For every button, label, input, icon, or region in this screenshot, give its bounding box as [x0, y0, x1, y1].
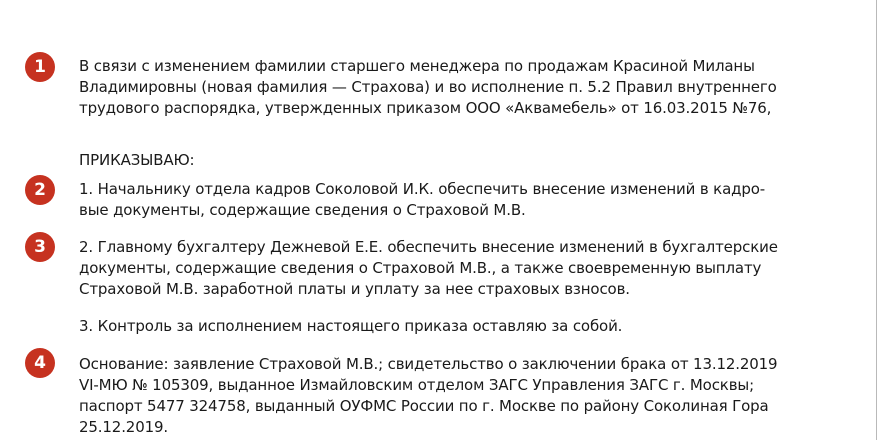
intro-paragraph [79, 56, 869, 119]
basis-line: VI-МЮ № 105309, выданное Измайловским отделом ЗАГС Управления ЗАГС г. Москвы; [79, 376, 754, 394]
marker-2-badge: 2 [25, 175, 55, 205]
intro-line: В связи с изменением фамилии старшего менеджера по продажам Красиной Миланы [79, 57, 755, 75]
marker-3-badge: 3 [25, 232, 55, 262]
page-edge-divider [876, 0, 877, 440]
basis-paragraph [79, 354, 869, 438]
item-1-line: вые документы, содержащие сведения о Страховой М.В. [79, 201, 526, 219]
basis-line: 25.12.2019. [79, 418, 169, 436]
item-2-line: документы, содержащие сведения о Страховой М.В., а также своевременную выплату [79, 259, 762, 277]
marker-1-badge: 1 [25, 52, 55, 82]
item-3-paragraph [79, 316, 869, 337]
intro-line: Владимировны (новая фамилия — Страхова) и во исполнение п. 5.2 Правил внутреннего [79, 78, 777, 96]
marker-4-badge: 4 [25, 348, 55, 378]
order-heading [79, 150, 869, 171]
item-2-line: 2. Главному бухгалтеру Дежневой Е.Е. обеспечить внесение изменений в бухгалтерские [79, 238, 778, 256]
item-1-paragraph [79, 179, 869, 221]
item-1-line: 1. Начальнику отдела кадров Соколовой И.К. обеспечить внесение изменений в кадро- [79, 180, 766, 198]
item-2-paragraph [79, 237, 869, 300]
basis-line: паспорт 5477 324758, выданный ОУФМС России по г. Москве по району Соколиная Гора [79, 397, 769, 415]
item-2-line: Страховой М.В. заработной платы и уплату за нее страховых взносов. [79, 280, 630, 298]
order-heading-text: ПРИКАЗЫВАЮ: [79, 151, 195, 169]
intro-line: трудового распорядка, утвержденных приказом ООО «Аквамебель» от 16.03.2015 №76, [79, 99, 772, 117]
basis-line: Основание: заявление Страховой М.В.; свидетельство о заключении брака от 13.12.2019 [79, 355, 778, 373]
item-3-line: 3. Контроль за исполнением настоящего приказа оставляю за собой. [79, 317, 623, 335]
